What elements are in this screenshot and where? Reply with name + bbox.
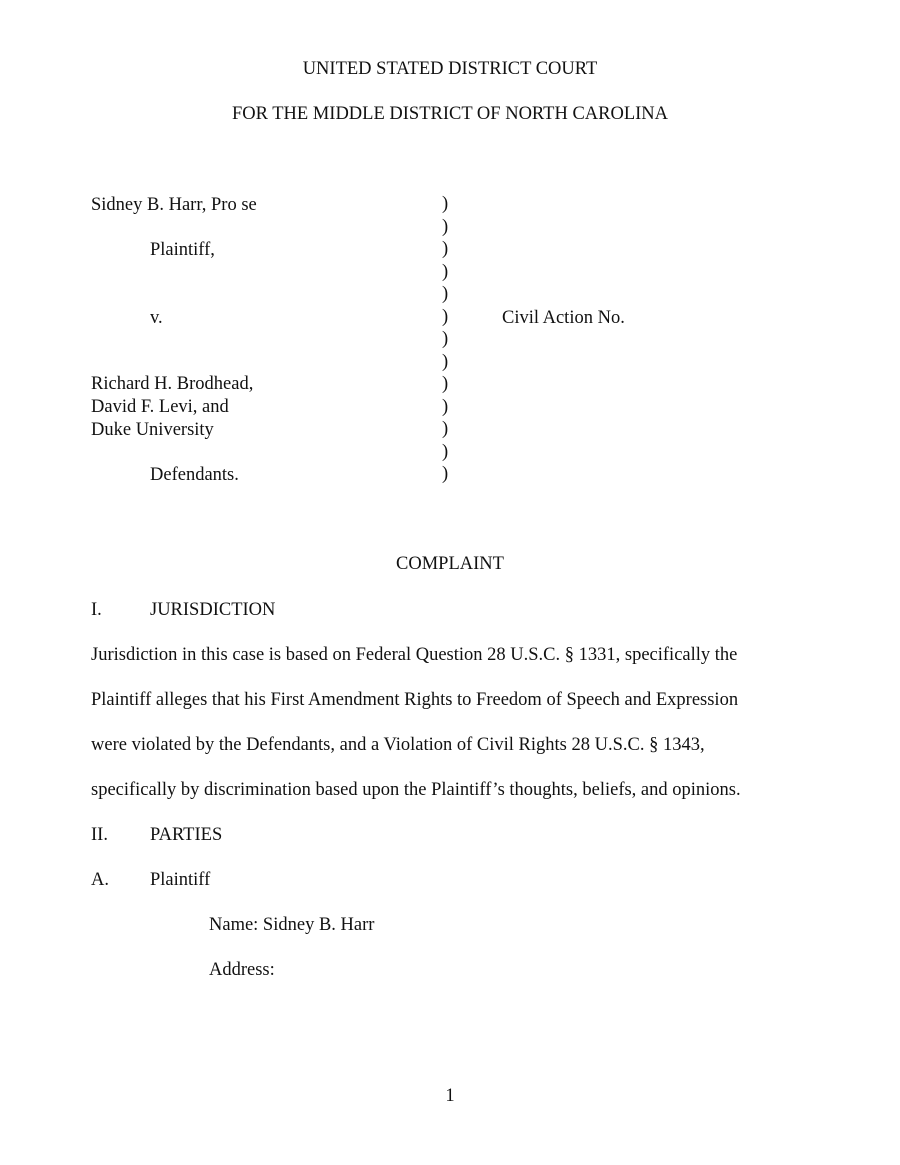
plaintiff-name: Sidney B. Harr, Pro se xyxy=(91,195,257,215)
caption-paren: ) xyxy=(442,261,449,282)
court-name: UNITED STATED DISTRICT COURT xyxy=(302,59,598,79)
subsection-a-letter: A. xyxy=(91,870,109,890)
caption-paren: ) xyxy=(442,194,449,214)
page-number: 1 xyxy=(445,1086,455,1106)
section-2-heading: PARTIES xyxy=(150,825,223,845)
defendant-2: David F. Levi, and xyxy=(91,397,229,417)
plaintiff-label: Plaintiff, xyxy=(150,240,215,260)
subsection-a-heading: Plaintiff xyxy=(150,870,211,890)
caption-paren: ) xyxy=(442,441,449,462)
jurisdiction-line-4: specifically by discrimination based upon the Plaintiff’s thoughts, beliefs, and opinions. xyxy=(91,780,741,800)
plaintiff-name-field: Name: Sidney B. Harr xyxy=(209,915,375,935)
versus: v. xyxy=(150,308,163,328)
jurisdiction-line-3: were violated by the Defendants, and a Violation of Civil Rights 28 U.S.C. § 1343, xyxy=(91,735,705,755)
caption-paren: ) xyxy=(442,419,449,439)
complaint-title: COMPLAINT xyxy=(396,554,504,574)
defendant-1: Richard H. Brodhead, xyxy=(91,374,254,394)
caption-paren: ) xyxy=(442,284,449,304)
section-1-heading: JURISDICTION xyxy=(150,600,276,620)
caption-paren: ) xyxy=(442,239,449,259)
section-2-numeral: II. xyxy=(91,825,108,845)
section-1-numeral: I. xyxy=(91,600,102,620)
jurisdiction-line-2: Plaintiff alleges that his First Amendment Rights to Freedom of Speech and Expression xyxy=(91,690,739,710)
caption-paren: ) xyxy=(442,216,449,237)
plaintiff-address-field: Address: xyxy=(209,960,275,980)
defendant-3: Duke University xyxy=(91,420,214,440)
court-district: FOR THE MIDDLE DISTRICT OF NORTH CAROLINA xyxy=(231,104,669,124)
caption-paren: ) xyxy=(442,374,449,394)
defendants-label: Defendants. xyxy=(150,465,239,485)
caption-paren: ) xyxy=(442,306,449,327)
caption-paren: ) xyxy=(442,329,449,349)
caption-paren: ) xyxy=(442,351,449,372)
caption-paren: ) xyxy=(442,396,449,417)
civil-action-number-label: Civil Action No. xyxy=(502,308,625,328)
caption-paren-column xyxy=(442,193,458,486)
jurisdiction-line-1: Jurisdiction in this case is based on Federal Question 28 U.S.C. § 1331, specifically the xyxy=(91,645,738,665)
caption-paren: ) xyxy=(442,464,449,484)
